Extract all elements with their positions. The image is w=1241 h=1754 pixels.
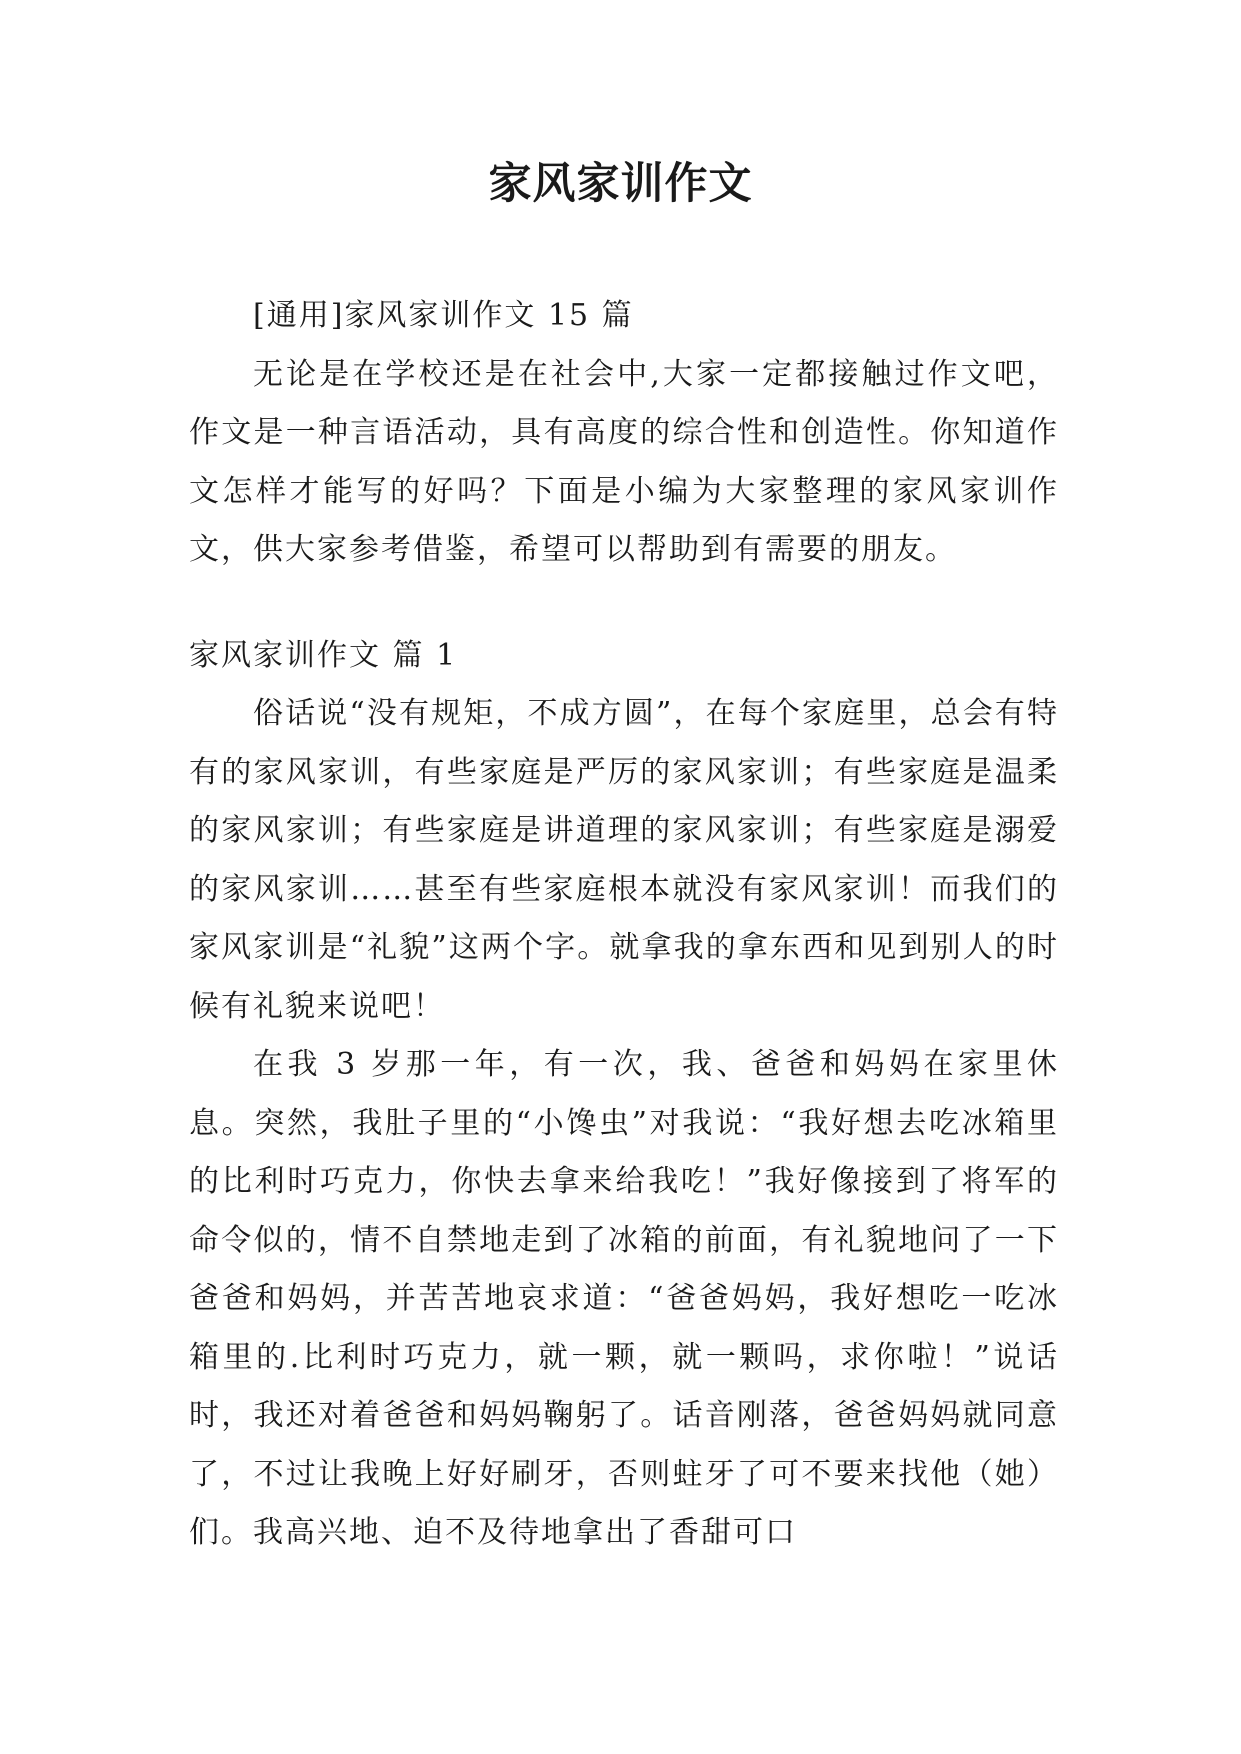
intro-paragraph: 无论是在学校还是在社会中,大家一定都接触过作文吧，作文是一种言语活动，具有高度的综合性和创造性。你知道作文怎样才能写的好吗？下面是小编为大家整理的家风家训作文，供大家参考借鉴，希望可以帮助到有需要的朋友。	[189, 356, 1059, 567]
document-body	[189, 287, 1059, 1563]
subtitle: [通用]家风家训作文 15 篇	[253, 298, 634, 333]
body-paragraph: 俗话说“没有规矩，不成方圆”，在每个家庭里，总会有特有的家风家训，有些家庭是严厉的家风家训；有些家庭是温柔的家风家训；有些家庭是讲道理的家风家训；有些家庭是溺爱的家风家训……甚至有些家庭根本就没有家风家训！而我们的家风家训是“礼貌”这两个字。就拿我的拿东西和见到别人的时候有礼貌来说吧！	[189, 696, 1059, 1024]
body-paragraph: 在我 3 岁那一年，有一次，我、爸爸和妈妈在家里休息。突然，我肚子里的“小馋虫”对我说：“我好想去吃冰箱里的比利时巧克力，你快去拿来给我吃！”我好像接到了将军的命令似的，情不自禁地走到了冰箱的前面，有礼貌地问了一下爸爸和妈妈，并苦苦地哀求道：“爸爸妈妈，我好想吃一吃冰箱里的.比利时巧克力，就一颗，就一颗吗，求你啦！”说话时，我还对着爸爸和妈妈鞠躬了。话音刚落，爸爸妈妈就同意了，不过让我晚上好好刷牙，否则蛀牙了可不要来找他（她）们。我高兴地、迫不及待地拿出了香甜可口	[189, 1047, 1059, 1550]
section-heading: 家风家训作文 篇 1	[189, 637, 458, 673]
document-title: 家风家训作文	[488, 159, 753, 209]
